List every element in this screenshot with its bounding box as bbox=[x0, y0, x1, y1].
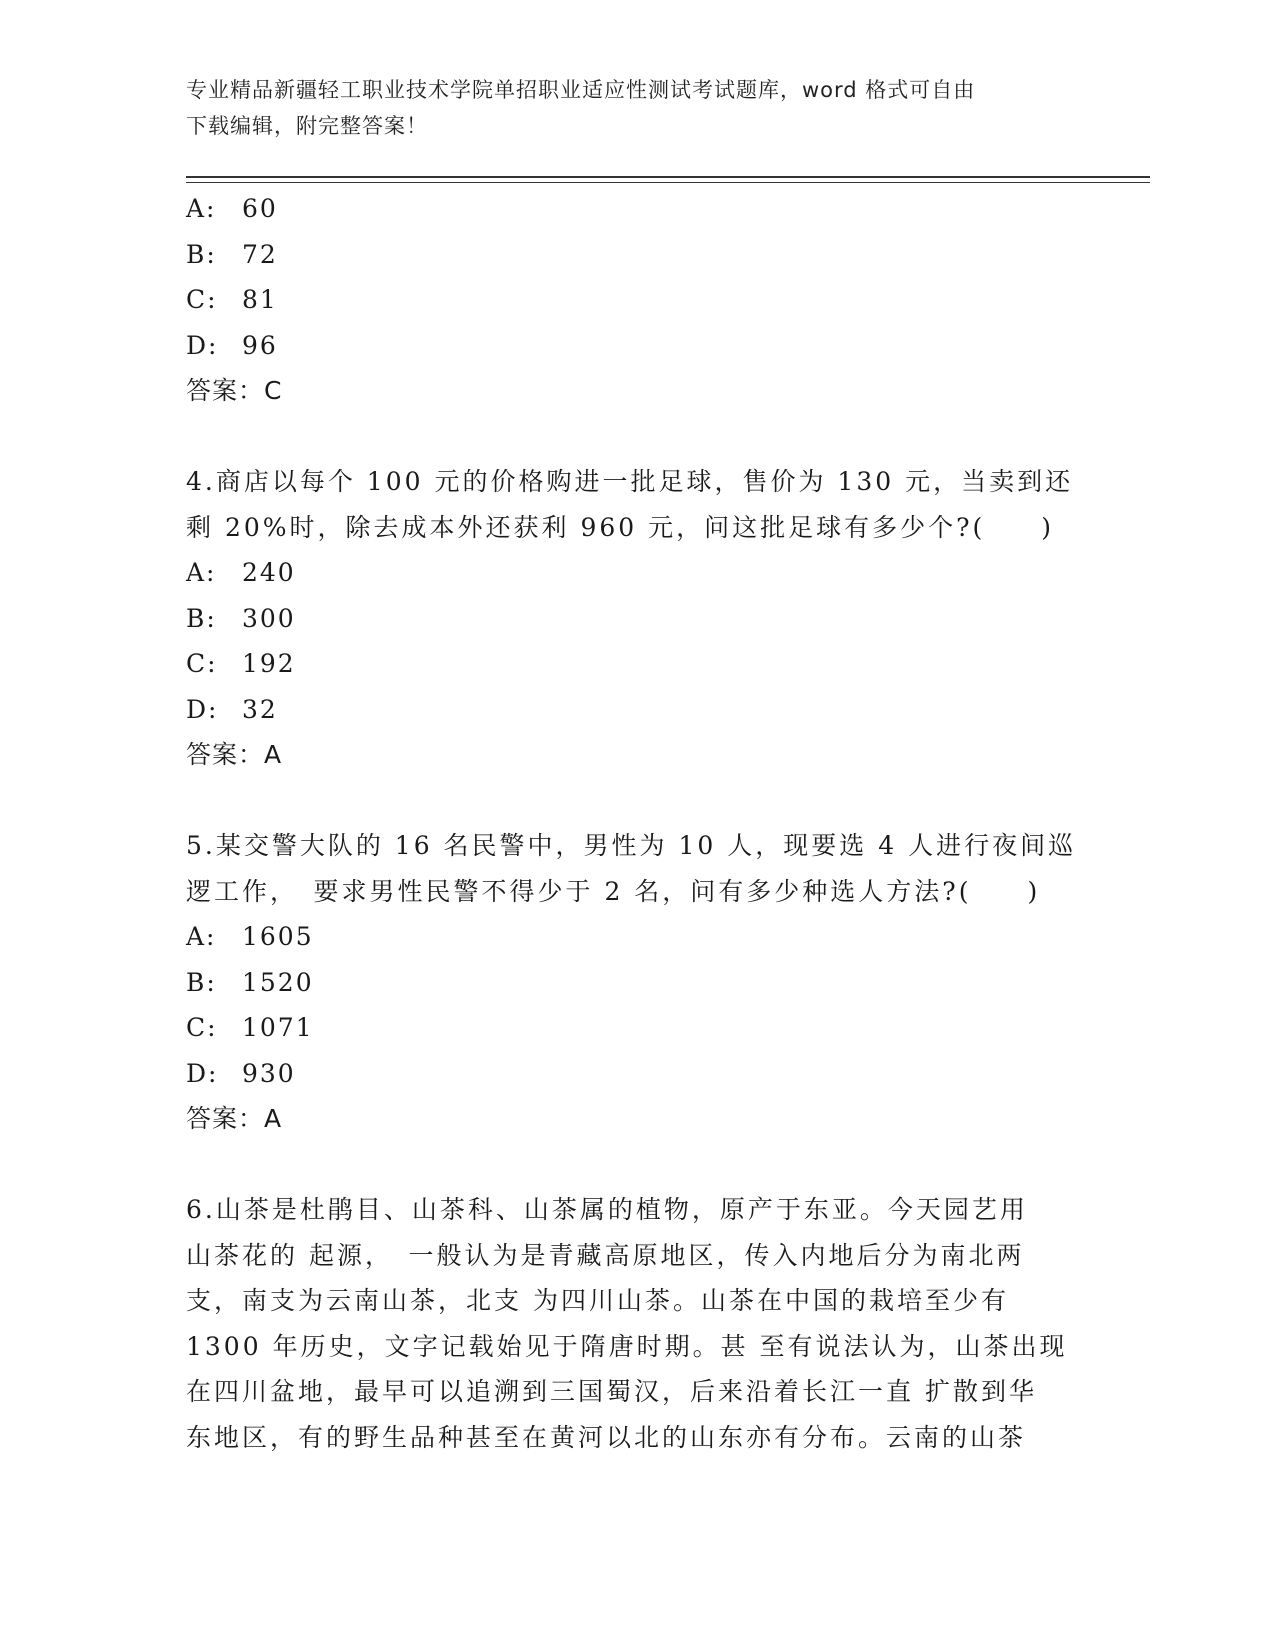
option-b: B: 72 bbox=[186, 239, 278, 269]
question-stem-line: 支，南支为云南山茶，北支 为四川山茶。山茶在中国的栽培至少有 bbox=[186, 1286, 1009, 1315]
header-divider-thick bbox=[186, 176, 1150, 178]
document-body bbox=[186, 186, 1086, 1460]
option-a: A: 60 bbox=[186, 194, 278, 223]
question-stem-line: 在四川盆地，最早可以追溯到三国蜀汉，后来沿着长江一直 扩散到华 bbox=[186, 1377, 1037, 1406]
question-6 bbox=[186, 1187, 1086, 1460]
question-stem-line: 6.山茶是杜鹃目、山茶科、山茶属的植物，原产于东亚。今天园艺用 bbox=[186, 1195, 1028, 1224]
question-3-options bbox=[186, 186, 1086, 414]
option-d: D: 96 bbox=[186, 330, 278, 360]
header-line-2: 下载编辑，附完整答案！ bbox=[186, 114, 428, 138]
option-c: C: 192 bbox=[186, 649, 296, 678]
document-header bbox=[186, 72, 1066, 144]
question-stem-line: 1300 年历史，文字记载始见于隋唐时期。甚 至有说法认为，山茶出现 bbox=[186, 1331, 1068, 1361]
option-d: D: 930 bbox=[186, 1058, 296, 1088]
answer-line: 答案：A bbox=[186, 1104, 283, 1133]
question-stem-line: 4.商店以每个 100 元的价格购进一批足球，售价为 130 元，当卖到还 bbox=[186, 467, 1074, 496]
question-stem-line: 东地区，有的野生品种甚至在黄河以北的山东亦有分布。云南的山茶 bbox=[186, 1422, 1027, 1452]
question-stem-line: 5.某交警大队的 16 名民警中，男性为 10 人，现要选 4 人进行夜间巡 bbox=[186, 831, 1077, 860]
option-a: A: 1605 bbox=[186, 922, 314, 951]
question-stem-line: 剩 20%时，除去成本外还获利 960 元，问这批足球有多少个?( ) bbox=[186, 512, 1055, 542]
option-d: D: 32 bbox=[186, 694, 278, 724]
option-b: B: 1520 bbox=[186, 967, 314, 997]
option-b: B: 300 bbox=[186, 603, 296, 633]
question-4 bbox=[186, 459, 1086, 778]
option-a: A: 240 bbox=[186, 558, 296, 587]
answer-line: 答案：C bbox=[186, 376, 283, 405]
option-c: C: 1071 bbox=[186, 1013, 314, 1042]
question-5 bbox=[186, 823, 1086, 1142]
option-c: C: 81 bbox=[186, 285, 278, 314]
question-stem-line: 山茶花的 起源， 一般认为是青藏高原地区，传入内地后分为南北两 bbox=[186, 1240, 1025, 1270]
header-divider-thin bbox=[186, 182, 1150, 183]
question-stem-line: 逻工作， 要求男性民警不得少于 2 名，问有多少种选人方法?( ) bbox=[186, 876, 1041, 906]
header-line-1: 专业精品新疆轻工职业技术学院单招职业适应性测试考试题库，word 格式可自由 bbox=[186, 78, 976, 102]
answer-line: 答案：A bbox=[186, 740, 283, 769]
